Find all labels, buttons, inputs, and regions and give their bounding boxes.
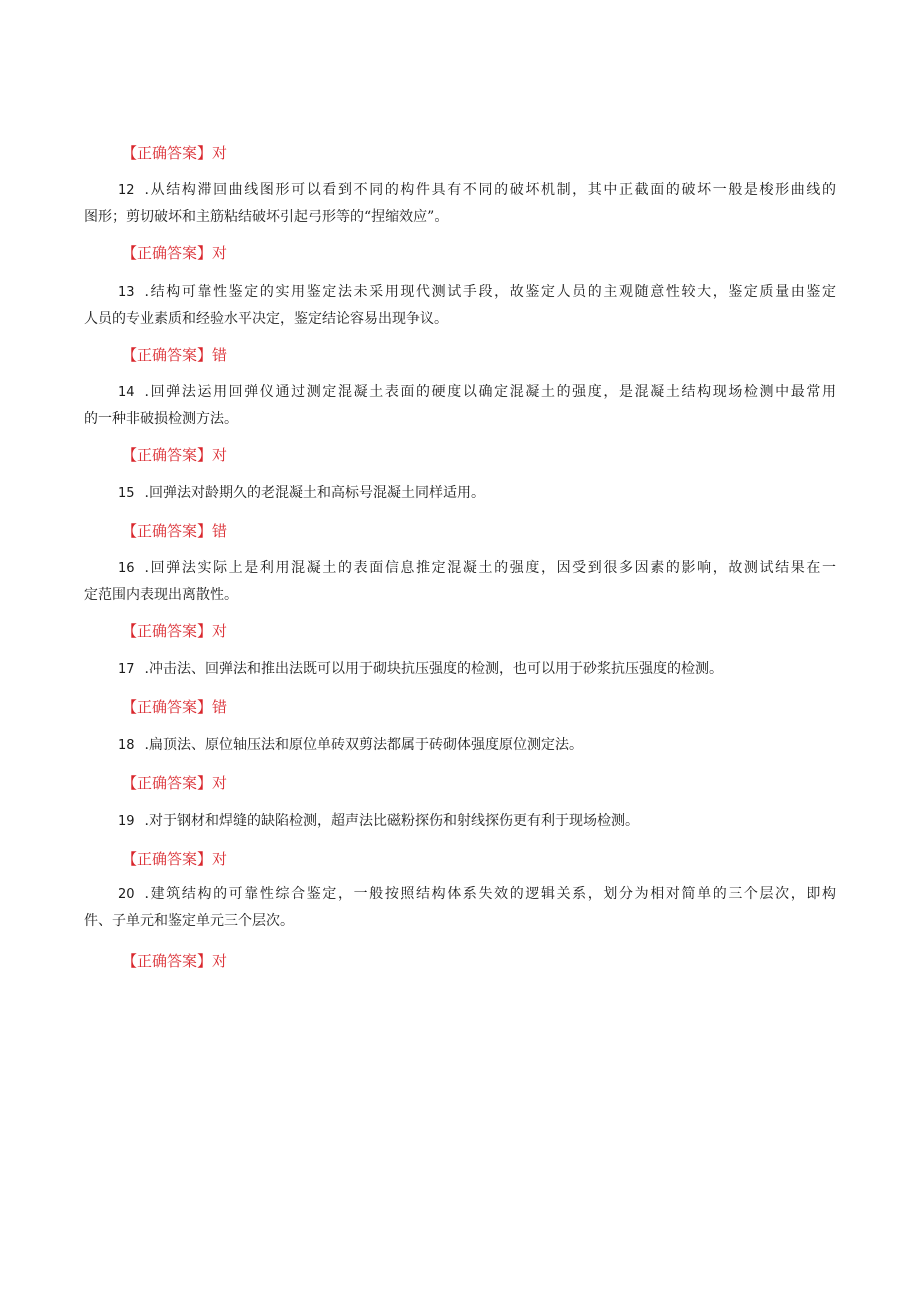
answer-label: 【正确答案】对: [122, 952, 228, 970]
question-line: [84, 379, 836, 406]
question-line: [84, 732, 836, 759]
question-item: [84, 555, 836, 608]
answer-label: 【正确答案】对: [122, 144, 228, 162]
answer-label: 【正确答案】对: [122, 850, 228, 868]
question-item: [84, 732, 836, 759]
answer-label: 【正确答案】错: [122, 698, 228, 716]
question-text: .结构可靠性鉴定的实用鉴定法未采用现代测试手段，故鉴定人员的主观随意性较大，鉴定质量由鉴定: [144, 284, 836, 300]
question-number: 15: [118, 486, 135, 501]
question-text: .对于钢材和焊缝的缺陷检测，超声法比磁粉探伤和射线探伤更有利于现场检测。: [144, 813, 639, 829]
question-text: .建筑结构的可靠性综合鉴定，一般按照结构体系失效的逻辑关系，划分为相对简单的三个层次，即构: [144, 886, 836, 902]
question-number: 18: [118, 738, 135, 753]
question-text: .从结构滞回曲线图形可以看到不同的构件具有不同的破坏机制，其中正截面的破坏一般是梭形曲线的: [144, 182, 836, 198]
answer-label: 【正确答案】对: [122, 622, 228, 640]
question-line: 人员的专业素质和经验水平决定，鉴定结论容易出现争议。: [84, 311, 448, 327]
question-line: [84, 656, 836, 683]
question-line: 件、子单元和鉴定单元三个层次。: [84, 913, 294, 929]
question-line: [84, 480, 836, 507]
question-item: [84, 177, 836, 230]
question-item: [84, 881, 836, 934]
question-line: 图形；剪切破坏和主筋粘结破坏引起弓形等的“捏缩效应”。: [84, 209, 449, 225]
question-item: [84, 279, 836, 332]
question-number: 14: [118, 385, 135, 400]
answer-label: 【正确答案】对: [122, 244, 228, 262]
question-item: [84, 808, 836, 835]
question-line: [84, 881, 836, 908]
question-number: 16: [118, 561, 135, 576]
question-item: [84, 379, 836, 432]
answer-label: 【正确答案】错: [122, 346, 228, 364]
question-number: 12: [118, 183, 135, 198]
question-line: 定范围内表现出离散性。: [84, 587, 238, 603]
question-item: [84, 480, 836, 507]
question-text: .回弹法对龄期久的老混凝土和高标号混凝土同样适用。: [144, 485, 485, 501]
question-number: 17: [118, 662, 135, 677]
question-text: .回弹法运用回弹仪通过测定混凝土表面的硬度以确定混凝土的强度，是混凝土结构现场检测中最常用: [144, 384, 836, 400]
question-text: .扁顶法、原位轴压法和原位单砖双剪法都属于砖砌体强度原位测定法。: [144, 737, 583, 753]
question-line: [84, 177, 836, 204]
question-line: 的一种非破损检测方法。: [84, 411, 238, 427]
question-number: 20: [118, 887, 135, 902]
question-item: [84, 656, 836, 683]
question-text: .冲击法、回弹法和推出法既可以用于砌块抗压强度的检测，也可以用于砂浆抗压强度的检测。: [144, 661, 723, 677]
answer-label: 【正确答案】对: [122, 446, 228, 464]
question-number: 13: [118, 285, 135, 300]
question-line: [84, 808, 836, 835]
question-line: [84, 279, 836, 306]
question-number: 19: [118, 814, 135, 829]
question-text: .回弹法实际上是利用混凝土的表面信息推定混凝土的强度，因受到很多因素的影响，故测试结果在一: [144, 560, 836, 576]
question-line: [84, 555, 836, 582]
answer-label: 【正确答案】错: [122, 522, 228, 540]
answer-label: 【正确答案】对: [122, 774, 228, 792]
